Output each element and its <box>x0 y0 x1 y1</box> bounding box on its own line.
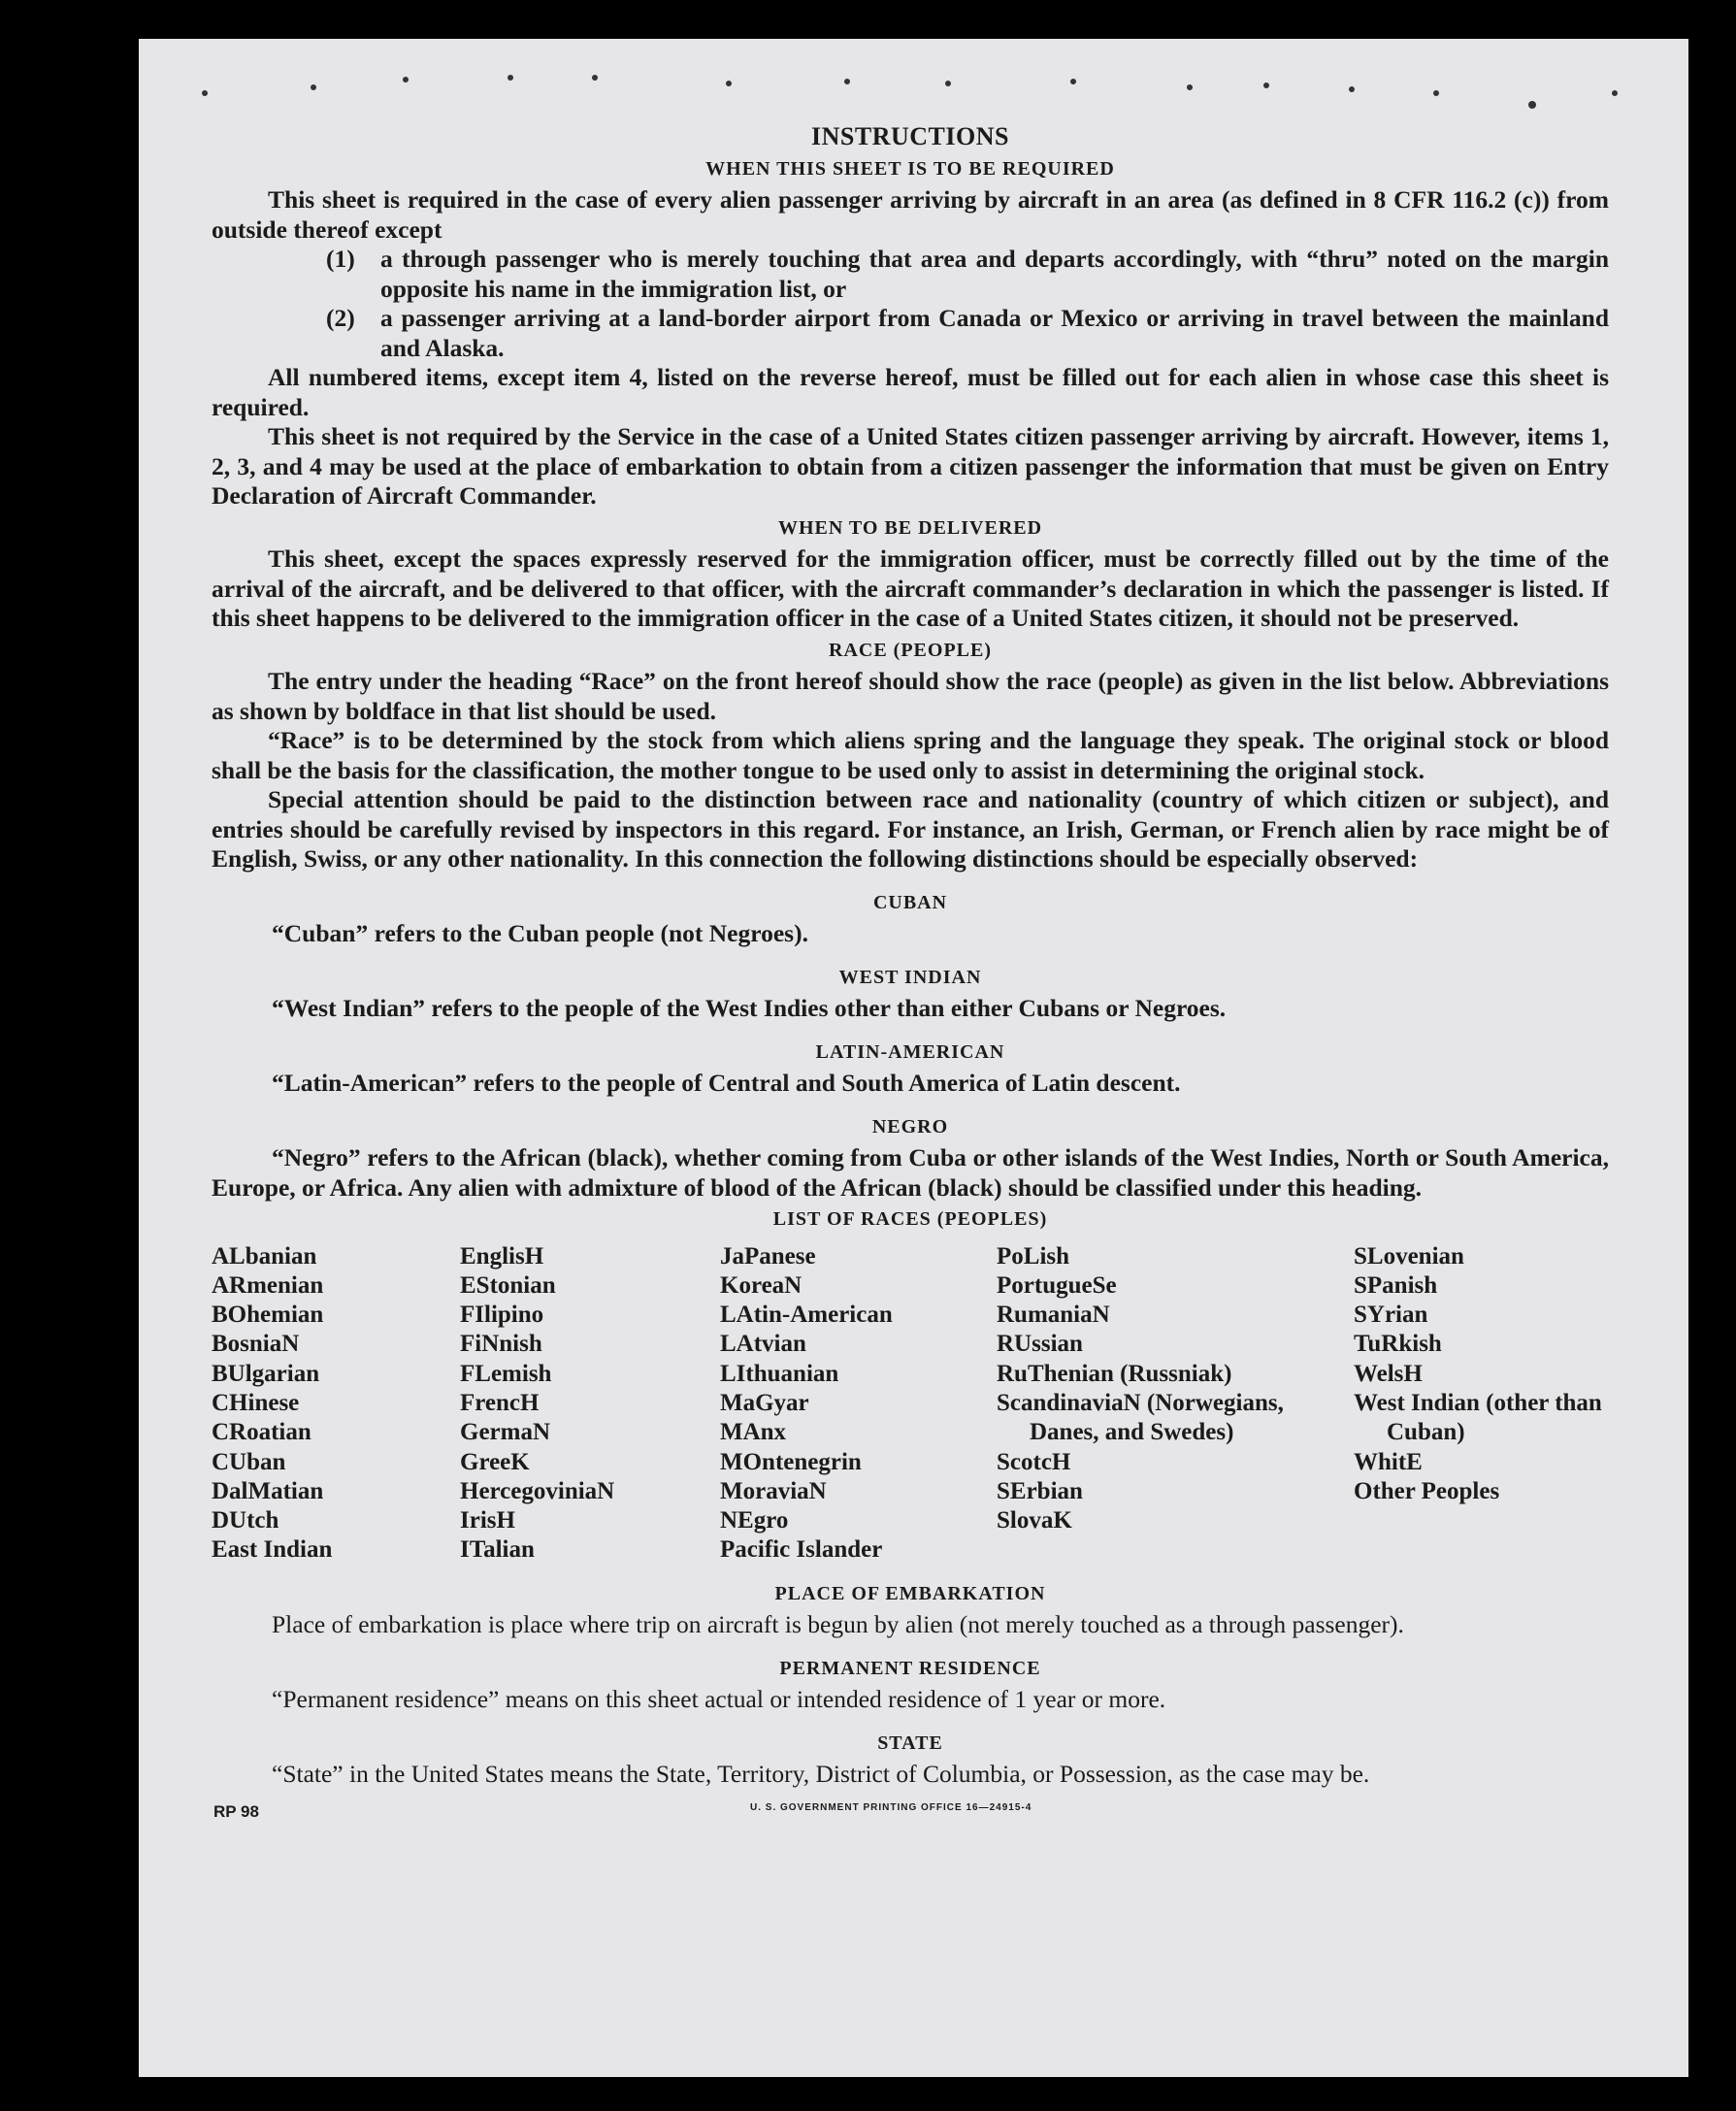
race-item: MaGyar <box>720 1389 809 1416</box>
races-column <box>997 1242 1354 1566</box>
heading-state: STATE <box>877 1732 943 1754</box>
exception-item <box>326 245 1609 304</box>
race-item: KoreaN <box>720 1271 802 1299</box>
paragraph-embarkation: Place of embarkation is place where trip on aircraft is begun by alien (not merely touched as a through passenger). <box>272 1610 1404 1639</box>
race-item: CRoatian <box>212 1419 311 1446</box>
race-item: FLemish <box>460 1360 552 1387</box>
races-column <box>1354 1242 1609 1566</box>
race-item: WelsH <box>1354 1360 1423 1387</box>
definition-negro: “Negro” refers to the African (black), whether coming from Cuba or other islands of the West Indies, North or South America, Europe, or Africa. Any alien with admixture of blood of the African (black) should be classified under this heading. <box>212 1143 1609 1202</box>
exception-number: (1) <box>326 245 355 273</box>
race-item: IrisH <box>460 1507 515 1534</box>
race-item: NEgro <box>720 1507 789 1534</box>
paragraph-when-delivered: This sheet, except the spaces expressly reserved for the immigration officer, must be correctly filled out by the time of the arrival of the aircraft, and be delivered to that officer, with the aircraft commander’s declaration in which the passenger is listed. If this sheet happens to be delivered to the immigration officer in the case of a United States citizen, it should not be preserved. <box>212 544 1609 632</box>
race-item: PoLish <box>997 1242 1070 1270</box>
race-item: CHinese <box>212 1389 300 1416</box>
heading-when-required: WHEN THIS SHEET IS TO BE REQUIRED <box>705 157 1115 180</box>
race-item: RuThenian (Russniak) <box>997 1360 1232 1387</box>
definition-cuban: “Cuban” refers to the Cuban people (not Negroes). <box>272 919 808 947</box>
definition-west-indian: “West Indian” refers to the people of the West Indies other than either Cubans or Negroes. <box>272 994 1227 1022</box>
race-item: SYrian <box>1354 1302 1428 1329</box>
race-item: Pacific Islander <box>720 1536 883 1564</box>
race-item: EnglisH <box>460 1242 544 1270</box>
heading-latin-american: LATIN-AMERICAN <box>815 1040 1005 1063</box>
race-item: CUban <box>212 1448 286 1475</box>
race-item: ARmenian <box>212 1271 324 1299</box>
heading-race: RACE (PEOPLE) <box>829 639 992 661</box>
race-item: ScotcH <box>997 1448 1071 1475</box>
paragraph-when-required-intro: This sheet is required in the case of every alien passenger arriving by aircraft in an area (as defined in 8 CFR 116.2 (c)) from outside thereof except <box>212 185 1609 244</box>
race-item: SPanish <box>1354 1271 1438 1299</box>
paragraph-citizen-passenger: This sheet is not required by the Service in the case of a United States citizen passenger arriving by aircraft. However, items 1, 2, 3, and 4 may be used at the place of embarkation to obtain from a citizen passenger the information that must be given on Entry Declaration of Aircraft Commander. <box>212 422 1609 510</box>
race-item: RUssian <box>997 1331 1083 1358</box>
exception-item <box>326 304 1609 363</box>
race-item: Other Peoples <box>1354 1477 1500 1504</box>
paragraph-race-3: Special attention should be paid to the distinction between race and nationality (country of which citizen or subject), and entries should be carefully revised by inspectors in this regard. For instance, an Irish, German, or French alien by race might be of English, Swiss, or any other nationality. In this connection the following distinctions should be especially observed: <box>212 785 1609 873</box>
race-item: ITalian <box>460 1536 535 1564</box>
paragraph-race-1: The entry under the heading “Race” on the front hereof should show the race (people) as given in the list below. Abbreviations as shown by boldface in that list should be used. <box>212 667 1609 725</box>
race-item: GreeK <box>460 1448 530 1475</box>
race-item: SErbian <box>997 1477 1083 1504</box>
race-item: MoraviaN <box>720 1477 827 1504</box>
race-item: DalMatian <box>212 1477 324 1504</box>
race-item: PortugueSe <box>997 1271 1117 1299</box>
race-item: MOntenegrin <box>720 1448 862 1475</box>
race-item: FiNnish <box>460 1331 542 1358</box>
heading-list-of-races: LIST OF RACES (PEOPLES) <box>772 1208 1048 1230</box>
race-item: DUtch <box>212 1507 279 1534</box>
definition-latin-american: “Latin-American” refers to the people of Central and South America of Latin descent. <box>272 1069 1181 1097</box>
race-item: ALbanian <box>212 1242 317 1270</box>
race-item: FrencH <box>460 1389 540 1416</box>
race-item: BosniaN <box>212 1331 300 1358</box>
race-item: ScandinaviaN (Norwegians, Danes, and Swedes) <box>997 1389 1284 1446</box>
heading-embarkation: PLACE OF EMBARKATION <box>774 1582 1046 1604</box>
exception-text: a through passenger who is merely touching that area and departs accordingly, with “thru” noted on the margin opposite his name in the immigration list, or <box>380 245 1609 303</box>
races-column <box>212 1242 460 1566</box>
heading-west-indian: WEST INDIAN <box>838 966 982 988</box>
scan-specks <box>139 39 1688 116</box>
race-item: GermaN <box>460 1419 551 1446</box>
race-item: BUlgarian <box>212 1360 320 1387</box>
exception-text: a passenger arriving at a land-border airport from Canada or Mexico or arriving in travel between the mainland and Alaska. <box>380 304 1609 362</box>
paragraph-permanent-residence: “Permanent residence” means on this sheet actual or intended residence of 1 year or more. <box>272 1685 1166 1714</box>
paragraph-race-2: “Race” is to be determined by the stock from which aliens spring and the language they speak. The original stock or blood shall be the basis for the classification, the mother tongue to be used only to assist in determining the original stock. <box>212 726 1609 784</box>
race-item: RumaniaN <box>997 1302 1110 1329</box>
paragraph-numbered-items: All numbered items, except item 4, listed on the reverse hereof, must be filled out for each alien in whose case this sheet is required. <box>212 363 1609 421</box>
race-item: SLovenian <box>1354 1242 1464 1270</box>
race-item: LAtin-American <box>720 1302 893 1329</box>
paragraph-state: “State” in the United States means the State, Territory, District of Columbia, or Possession, as the case may be. <box>272 1760 1370 1789</box>
race-item: EStonian <box>460 1271 556 1299</box>
page-title: INSTRUCTIONS <box>811 122 1009 150</box>
heading-permanent-residence: PERMANENT RESIDENCE <box>779 1657 1041 1679</box>
races-column <box>720 1242 997 1566</box>
race-item: SlovaK <box>997 1507 1072 1534</box>
races-column <box>460 1242 720 1566</box>
race-item: East Indian <box>212 1536 333 1564</box>
heading-negro: NEGRO <box>871 1115 949 1138</box>
race-item: JaPanese <box>720 1242 816 1270</box>
exception-number: (2) <box>326 304 355 332</box>
instructions-content <box>212 122 1609 1829</box>
race-item: MAnx <box>720 1419 787 1446</box>
race-item: LIthuanian <box>720 1360 839 1387</box>
race-item: TuRkish <box>1354 1331 1442 1358</box>
race-item: FIlipino <box>460 1302 544 1329</box>
heading-cuban: CUBAN <box>872 891 948 913</box>
races-list <box>212 1242 1609 1566</box>
form-number: RP 98 <box>213 1801 259 1821</box>
race-item: HercegoviniaN <box>460 1477 615 1504</box>
footer <box>212 1790 1609 1829</box>
race-item: West Indian (other than Cuban) <box>1354 1389 1602 1446</box>
heading-when-delivered: WHEN TO BE DELIVERED <box>777 516 1043 539</box>
race-item: LAtvian <box>720 1331 806 1358</box>
race-item: BOhemian <box>212 1302 324 1329</box>
printing-office-line: U. S. GOVERNMENT PRINTING OFFICE 16—24915-4 <box>750 1801 1032 1813</box>
race-item: WhitE <box>1354 1448 1423 1475</box>
